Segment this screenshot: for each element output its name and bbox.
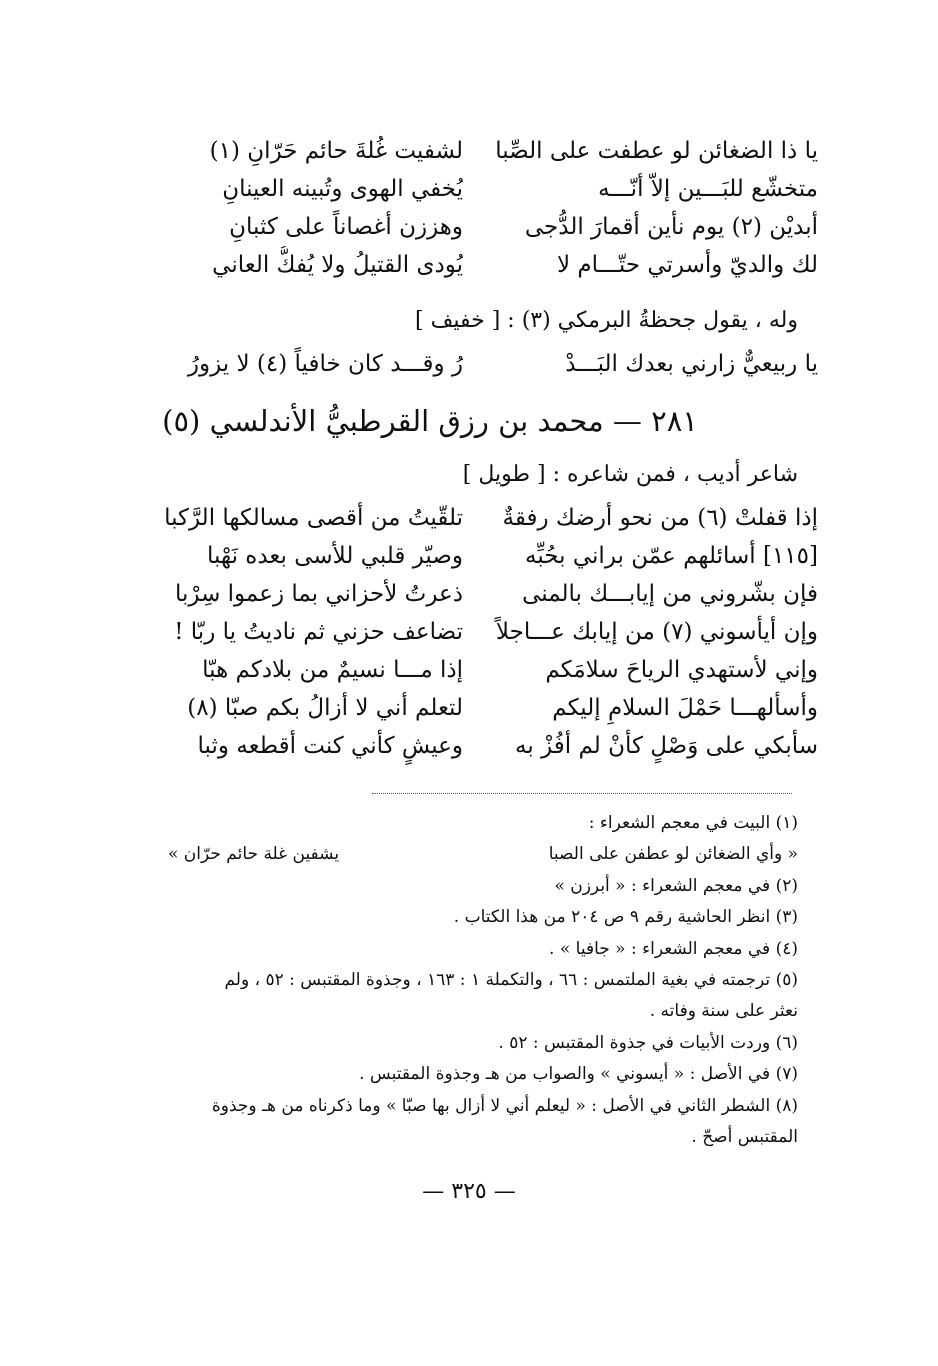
verse-first-hemistich: يا ربيعيٌّ زارني بعدك البَـــدْ <box>565 351 818 377</box>
verse-second-hemistich: تضاعف حزني ثم ناديتُ يا ربّا ! <box>174 619 463 645</box>
page-number: — ٣٢٥ — <box>422 1179 516 1204</box>
verse-first-hemistich: وأسألهـــا حَمْلَ السلامِ إليكم <box>552 695 818 721</box>
intro-barmaki: وله ، يقول جحظةُ البرمكي (٣) : [ خفيف ] <box>415 308 798 333</box>
verse-line <box>118 132 818 170</box>
verse-block-taweel <box>118 499 818 765</box>
verse-second-hemistich: رُ وقـــد كان خافياً (٤) لا يزورُ <box>187 351 463 377</box>
verse-block-barmaki <box>118 345 818 383</box>
verse-first-hemistich: لك والديّ وأسرتي حتّـــام لا <box>557 252 818 278</box>
footnote-1-quote <box>118 839 798 870</box>
verse-first-hemistich: أبديْن (٢) يوم نأين أقمارَ الدُّجى <box>524 214 818 240</box>
verse-second-hemistich: وعيشٍ كأني كنت أقطعه وثبا <box>197 733 463 759</box>
footnote-1-quote-second: يشفين غلة حائم حرّان » <box>168 844 340 865</box>
verse-second-hemistich: لتعلم أني لا أزالُ بكم صبّا (٨) <box>187 695 463 721</box>
verse-line <box>118 689 818 727</box>
footnote-divider <box>372 793 792 794</box>
verse-first-hemistich: وإن أيأسوني (٧) من إيابك عـــاجلاً <box>495 619 818 645</box>
verse-second-hemistich: تلقّيتُ من أقصى مسالكها الرَّكبا <box>164 505 463 531</box>
verse-second-hemistich: ذعرتُ لأحزاني بما زعموا سِرْبا <box>174 581 463 607</box>
verse-first-hemistich: سأبكي على وَصْلٍ كأنْ لم أفُزْ به <box>515 733 818 759</box>
footnote-5-continuation: نعثر على سنة وفاته . <box>649 1001 798 1022</box>
footnote-8: (٨) الشطر الثاني في الأصل : « ليعلم أني لا أزال بها صبّا » وما ذكرناه من هـ وجذوة <box>211 1095 798 1116</box>
footnote-5: (٥) ترجمته في بغية الملتمس : ٦٦ ، والتكملة ١ : ١٦٣ ، وجذوة المقتبس : ٥٢ ، ولم <box>224 970 798 991</box>
verse-line <box>118 537 818 575</box>
verse-first-hemistich: إذا قفلتْ (٦) من نحو أرضك رفقةٌ <box>502 505 818 531</box>
footnote-1: (١) البيت في معجم الشعراء : <box>588 813 798 833</box>
footnote-8-continuation: المقتبس أصحّ . <box>691 1127 798 1148</box>
verse-second-hemistich: إذا مـــا نسيمٌ من بلادكم هبّا <box>202 657 463 683</box>
verse-second-hemistich: وهززن أغصاناً على كثبانِ <box>229 214 463 240</box>
verse-first-hemistich: وإني لأستهدي الرياحَ سلامَكم <box>545 657 818 683</box>
verse-line <box>118 246 818 284</box>
verse-line <box>118 208 818 246</box>
section-heading: ٢٨١ — محمد بن رزق القرطبيُّ الأندلسي (٥) <box>162 404 698 438</box>
footnote-2: (٢) في معجم الشعراء : « أبرزن » <box>554 875 798 896</box>
verse-second-hemistich: يُودى القتيلُ ولا يُفكُّ العاني <box>212 252 463 278</box>
footnote-6: (٦) وردت الأبيات في جذوة المقتبس : ٥٢ . <box>498 1032 798 1053</box>
verse-line <box>118 499 818 537</box>
intro-taweel: شاعر أديب ، فمن شاعره : [ طويل ] <box>462 462 798 487</box>
verse-line <box>118 345 818 383</box>
verse-line <box>118 727 818 765</box>
verse-first-hemistich: متخشّع للبَـــين إلاّ أنّـــه <box>598 176 818 202</box>
verse-line <box>118 170 818 208</box>
footnotes <box>118 808 798 1153</box>
verse-block-top <box>118 132 818 284</box>
footnote-7: (٧) في الأصل : « أيسوني » والصواب من هـ وجذوة المقتبس . <box>359 1064 798 1085</box>
verse-first-hemistich: [١١٥] أسائلهم عمّن براني بحُبِّه <box>525 543 818 569</box>
verse-first-hemistich: يا ذا الضغائن لو عطفت على الصِّبا <box>495 138 818 164</box>
verse-second-hemistich: وصيّر قلبي للأسى بعده نَهْبا <box>207 543 463 569</box>
verse-first-hemistich: فإن بشّروني من إيابـــك بالمنى <box>522 581 818 607</box>
footnote-3: (٣) انظر الحاشية رقم ٩ ص ٢٠٤ من هذا الكتاب . <box>453 907 798 928</box>
verse-line <box>118 613 818 651</box>
verse-line <box>118 575 818 613</box>
verse-line <box>118 651 818 689</box>
footnote-1-quote-first: « وأي الضغائن لو عطفن على الصبا <box>548 844 798 865</box>
footnote-4: (٤) في معجم الشعراء : « جافيا » . <box>549 938 798 959</box>
verse-second-hemistich: لشفيت غُلةَ حائم حَرّانِ (١) <box>209 138 463 164</box>
verse-second-hemistich: يُخفي الهوى وتُبينه العينانِ <box>222 176 463 202</box>
